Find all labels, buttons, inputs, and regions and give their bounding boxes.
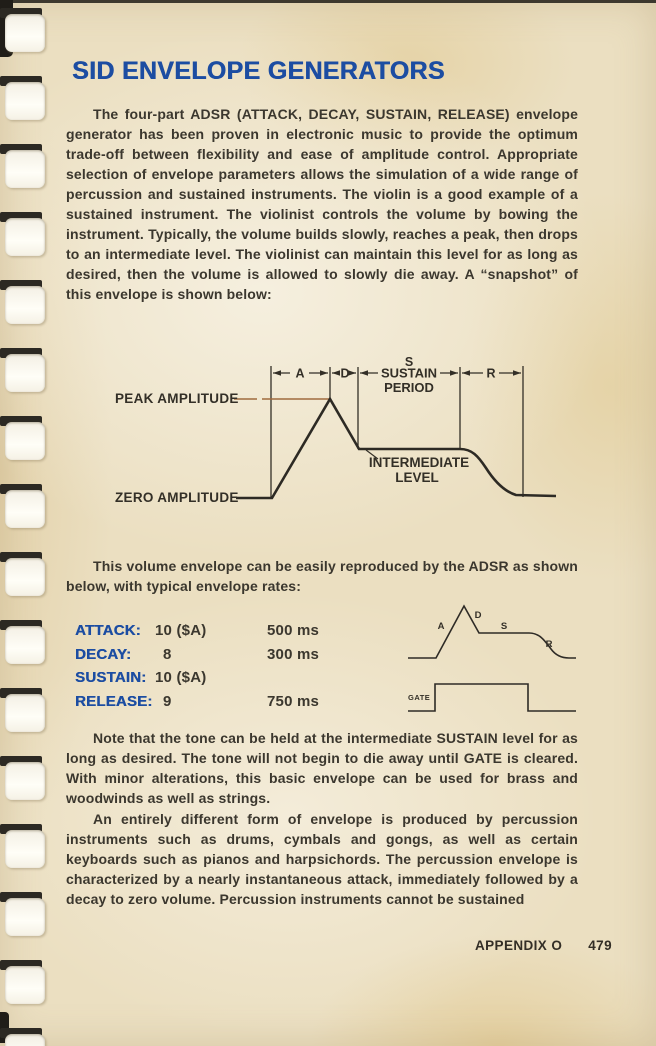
mini-attack-label: A [437, 621, 445, 632]
binding-hole [5, 552, 45, 596]
binding-hole [5, 416, 45, 460]
attack-dim-label: A [295, 366, 305, 381]
paragraph-text: Note that the tone can be held at the intermediate SUSTAIN level for as long as desired. The tone will not begin to die away until GATE is cleared. With minor alterations, this basic envelope can be used for brass and woodwinds as well as strings. [66, 730, 578, 806]
binding-hole [5, 484, 45, 528]
rate-row-release-value: 9 [163, 692, 172, 710]
rate-row-release-time: 750 ms [267, 692, 320, 710]
binding-hole [5, 348, 45, 392]
binding-hole [5, 620, 45, 664]
rate-row-decay-value: 8 [163, 645, 172, 663]
paragraph-text: This volume envelope can be easily reproduced by the ADSR as shown below, with typical envelope rates: [66, 558, 578, 594]
binding-hole [5, 824, 45, 868]
rate-row-attack-time: 500 ms [267, 622, 320, 639]
rate-row-release-label: RELEASE: [75, 692, 153, 710]
rate-row-sustain-time [267, 668, 362, 688]
gate-label: GATE [408, 693, 431, 702]
period-word-label: PERIOD [384, 380, 434, 395]
rates-intro-paragraph [66, 556, 578, 596]
binding-hole [5, 688, 45, 732]
binding-hole [5, 144, 45, 188]
binding-hole [5, 76, 45, 120]
envelope-rates-table [75, 621, 362, 712]
closing-paragraphs [66, 728, 578, 909]
rate-row-decay-label: DECAY: [75, 645, 132, 663]
intermediate-level-label-1: INTERMEDIATE [368, 455, 470, 470]
adsr-gate-mini-figure [398, 598, 598, 720]
binding-hole [5, 212, 45, 256]
binding-hole [5, 280, 45, 324]
page-title: SID ENVELOPE GENERATORS [72, 57, 445, 85]
binding-hole [5, 1028, 45, 1046]
appendix-label: APPENDIX O [474, 938, 563, 953]
rate-row-attack-value: 10 ($A) [155, 622, 207, 639]
mini-envelope-curve [408, 606, 576, 658]
intro-paragraph [66, 104, 578, 304]
mini-decay-label: D [474, 610, 482, 621]
binding-hole [5, 8, 45, 52]
rate-row-sustain-value: 10 ($A) [155, 669, 207, 686]
rate-row-decay-time: 300 ms [267, 645, 320, 663]
binding-hole [5, 892, 45, 936]
rate-row-sustain-label: SUSTAIN: [75, 669, 147, 686]
mini-sustain-label: S [500, 621, 508, 632]
page-top-edge [0, 0, 656, 3]
sustain-word-label: SUSTAIN [380, 365, 438, 381]
mini-release-label: R [545, 639, 553, 650]
zero-amplitude-label: ZERO AMPLITUDE [115, 490, 239, 505]
page-number: 479 [588, 938, 612, 953]
paragraph-text: The four-part ADSR (ATTACK, DECAY, SUSTAIN, RELEASE) envelope generator has been proven in electronic music to provide the optimum trade-off between flexibility and ease of amplitude control. Appropriate selection of envelope parameters allows the simulation of a wide range of percussion and sustained instruments. The violin is a good example of a sustained instrument. The violinist controls the volume by bowing the instrument. Typically, the volume builds slowly, reaches a peak, then drops to an intermediate level. The violinist can maintain this level for as long as desired, then the volume is allowed to slowly die away. A “snapshot” of this envelope is shown below: [66, 106, 578, 302]
page-footer [475, 938, 612, 953]
paragraph-text: An entirely different form of envelope is produced by percussion instruments such as drums, cymbals and gongs, as well as certain keyboards such as pianos and harpsichords. The percussion envelope is characterized by a nearly instantaneous attack, immediately followed by a decay to zero volume. Percussion instruments cannot be sustained [66, 811, 578, 907]
binding-hole [5, 756, 45, 800]
peak-amplitude-label: PEAK AMPLITUDE [115, 391, 239, 406]
intermediate-level-label-2: LEVEL [395, 470, 439, 485]
decay-dim-label: D [340, 366, 350, 381]
rate-row-attack-label: ATTACK: [75, 622, 141, 639]
adsr-envelope-figure [95, 345, 580, 540]
sustain-letter-label: S [404, 355, 414, 369]
release-dim-label: R [486, 366, 496, 381]
binding-hole [5, 960, 45, 1004]
gate-pulse-curve [408, 684, 576, 711]
